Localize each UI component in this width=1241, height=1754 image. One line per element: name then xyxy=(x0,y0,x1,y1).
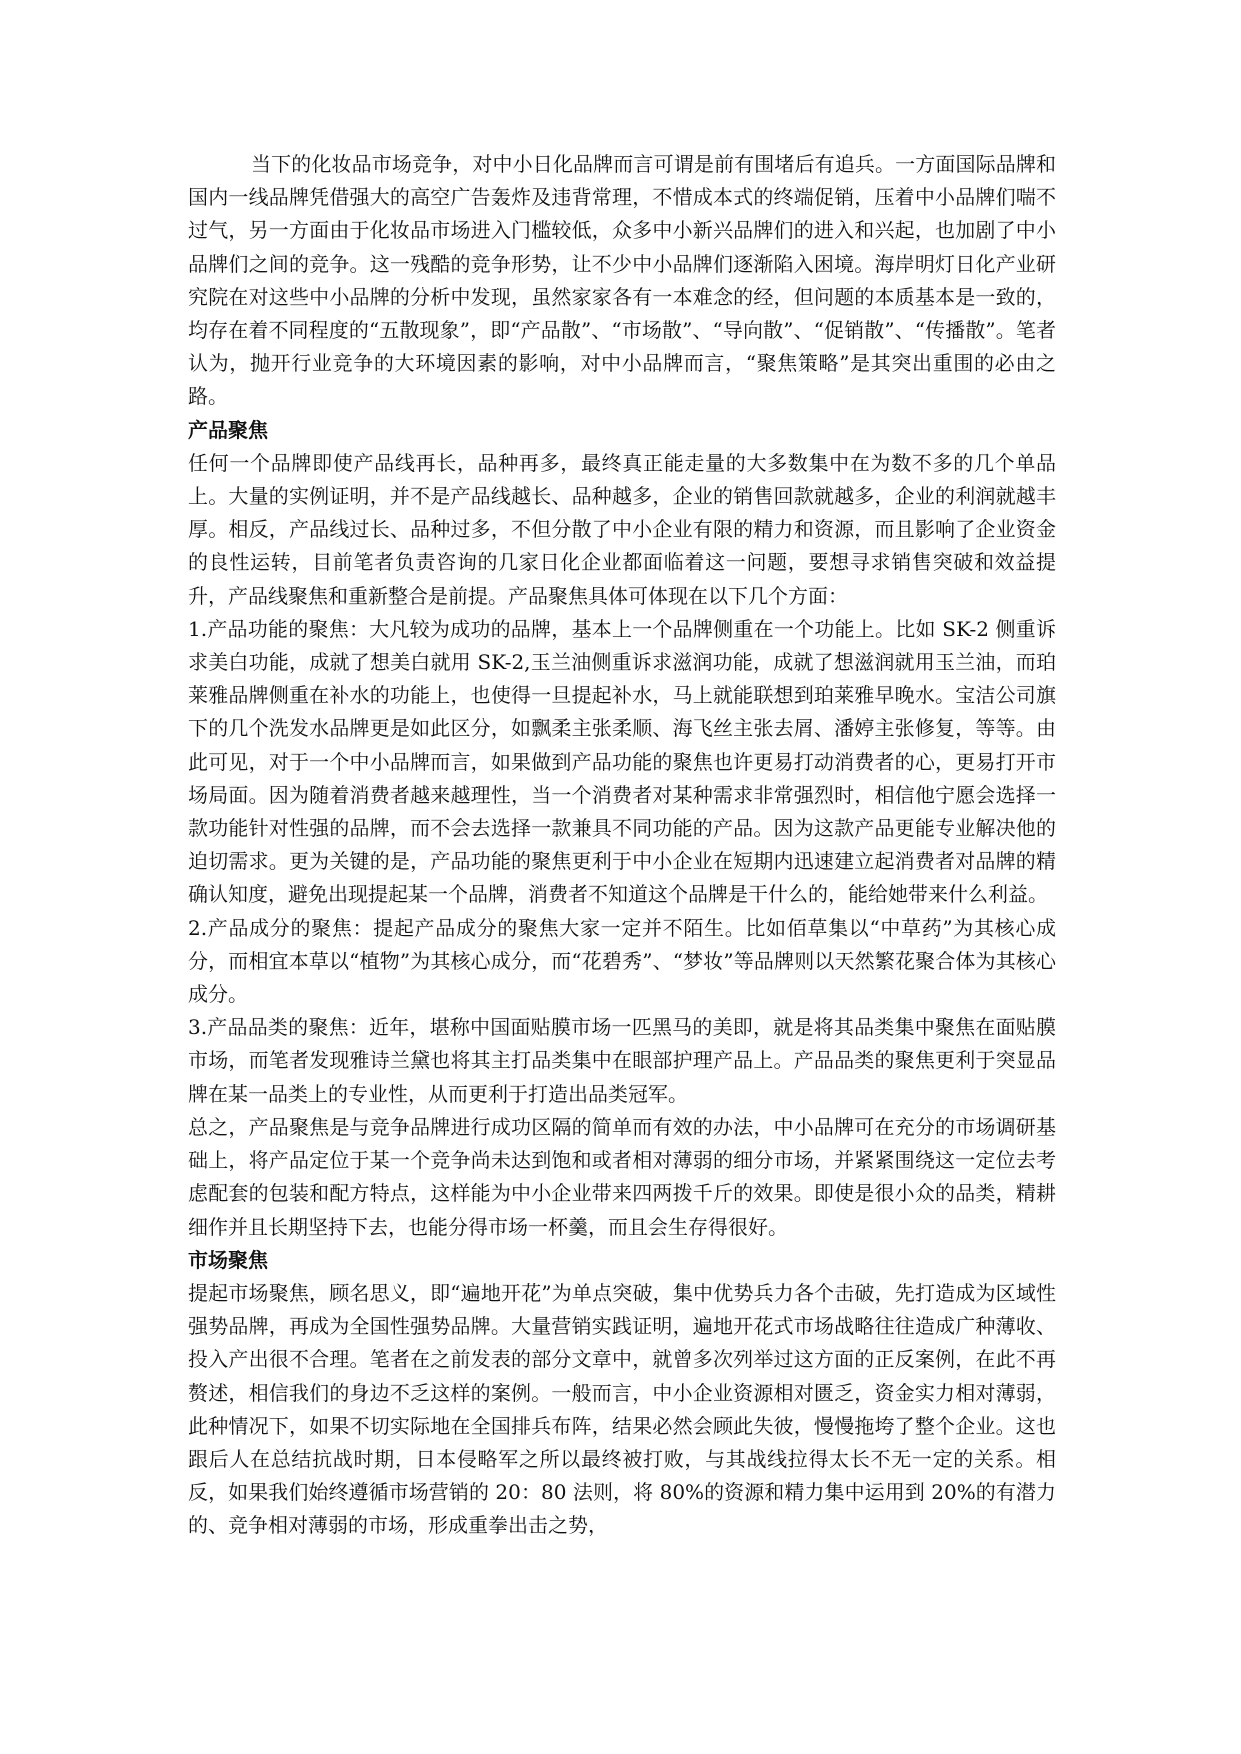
product-focus-summary: 总之，产品聚焦是与竞争品牌进行成功区隔的简单而有效的办法，中小品牌可在充分的市场调研基础上，将产品定位于某一个竞争尚未达到饱和或者相对薄弱的细分市场，并紧紧围绕这一定位去考虑配套的包装和配方特点，这样能为中小企业带来四两拨千斤的效果。即使是很小众的品类，精耕细作并且长期坚持下去，也能分得市场一杯羹，而且会生存得很好。 xyxy=(188,1114,1056,1239)
section-heading-market-focus: 市场聚焦 xyxy=(188,1247,268,1272)
market-focus-paragraph: 提起市场聚焦，顾名思义，即“遍地开花”为单点突破，集中优势兵力各个击破，先打造成为区域性强势品牌，再成为全国性强势品牌。大量营销实践证明，遍地开花式市场战略往往造成广种薄收、投入产出很不合理。笔者在之前发表的部分文章中，就曾多次列举过这方面的正反案例，在此不再赘述，相信我们的身边不乏这样的案例。一般而言，中小企业资源相对匮乏，资金实力相对薄弱，此种情况下，如果不切实际地在全国排兵布阵，结果必然会顾此失彼，慢慢拖垮了整个企业。这也跟后人在总结抗战时期，日本侵略军之所以最终被打败，与其战线拉得太长不无一定的关系。相反，如果我们始终遵循市场营销的 20：80 法则，将 80%的资源和精力集中运用到 20%的有潜力的、竞争相对薄弱的市场，形成重拳出击之势， xyxy=(188,1280,1056,1538)
product-focus-paragraph: 任何一个品牌即使产品线再长，品种再多，最终真正能走量的大多数集中在为数不多的几个单品上。大量的实例证明，并不是产品线越长、品种越多，企业的销售回款就越多，企业的利润就越丰厚。相反，产品线过长、品种过多，不但分散了中小企业有限的精力和资源，而且影响了企业资金的良性运转，目前笔者负责咨询的几家日化企业都面临着这一问题，要想寻求销售突破和效益提升，产品线聚焦和重新整合是前提。产品聚焦具体可体现在以下几个方面： xyxy=(188,450,1056,608)
document-body xyxy=(188,148,1056,1543)
product-ingredient-item: 2.产品成分的聚焦：提起产品成分的聚焦大家一定并不陌生。比如佰草集以“中草药”为其核心成分，而相宜本草以“植物”为其核心成分，而“花碧秀”、“梦妆”等品牌则以天然繁花聚合体为其核心成分。 xyxy=(188,915,1056,1007)
section-heading-product-focus: 产品聚焦 xyxy=(188,417,268,442)
product-category-item: 3.产品品类的聚焦：近年，堪称中国面贴膜市场一匹黑马的美即，就是将其品类集中聚焦在面贴膜市场，而笔者发现雅诗兰黛也将其主打品类集中在眼部护理产品上。产品品类的聚焦更利于突显品牌在某一品类上的专业性，从而更利于打造出品类冠军。 xyxy=(188,1015,1056,1106)
intro-paragraph: 当下的化妆品市场竞争，对中小日化品牌而言可谓是前有围堵后有追兵。一方面国际品牌和国内一线品牌凭借强大的高空广告轰炸及违背常理，不惜成本式的终端促销，压着中小品牌们喘不过气，另一方面由于化妆品市场进入门槛较低，众多中小新兴品牌们的进入和兴起，也加剧了中小品牌们之间的竞争。这一残酷的竞争形势，让不少中小品牌们逐渐陷入困境。海岸明灯日化产业研究院在对这些中小品牌的分析中发现，虽然家家各有一本难念的经，但问题的本质基本是一致的，均存在着不同程度的“五散现象”，即“产品散”、“市场散”、“导向散”、“促销散”、“传播散”。笔者认为，抛开行业竞争的大环境因素的影响，对中小品牌而言，“聚焦策略”是其突出重围的必由之路。 xyxy=(188,152,1056,409)
product-function-item: 1.产品功能的聚焦：大凡较为成功的品牌，基本上一个品牌侧重在一个功能上。比如 SK-2 侧重诉求美白功能，成就了想美白就用 SK-2,玉兰油侧重诉求滋润功能，成就了想滋润就用玉兰油，而珀莱雅品牌侧重在补水的功能上，也使得一旦提起补水，马上就能联想到珀莱雅早晚水。宝洁公司旗下的几个洗发水品牌更是如此区分，如飘柔主张柔顺、海飞丝主张去屑、潘婷主张修复，等等。由此可见，对于一个中小品牌而言，如果做到产品功能的聚焦也许更易打动消费者的心，更易打开市场局面。因为随着消费者越来越理性，当一个消费者对某种需求非常强烈时，相信他宁愿会选择一款功能针对性强的品牌，而不会去选择一款兼具不同功能的产品。因为这款产品更能专业解决他的迫切需求。更为关键的是，产品功能的聚焦更利于中小企业在短期内迅速建立起消费者对品牌的精确认知度，避免出现提起某一个品牌，消费者不知道这个品牌是干什么的，能给她带来什么利益。 xyxy=(188,616,1056,907)
